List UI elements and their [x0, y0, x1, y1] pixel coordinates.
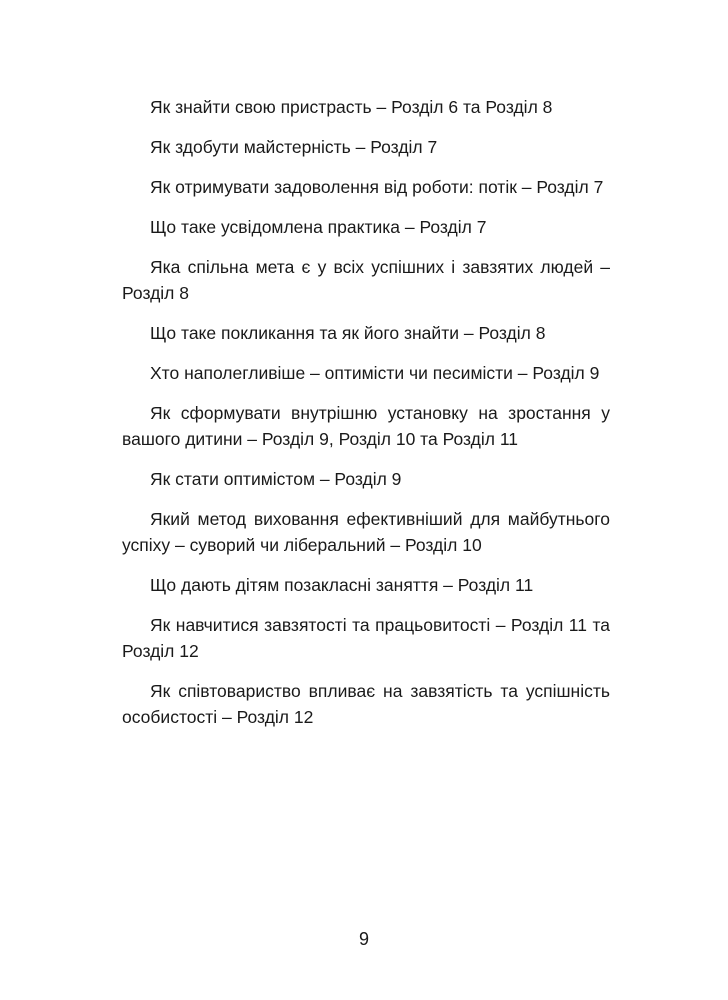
topic-list	[122, 94, 610, 744]
topic-entry: Яка спільна мета є у всіх успішних і завзятих людей – Розділ 8	[122, 257, 610, 303]
topic-entry: Як здобути майстерність – Розділ 7	[150, 137, 438, 157]
topic-entry: Що таке покликання та як його знайти – Розділ 8	[150, 323, 546, 343]
topic-entry: Як знайти свою пристрасть – Розділ 6 та Розділ 8	[150, 97, 553, 117]
topic-entry: Хто наполегливіше – оптимісти чи песимісти – Розділ 9	[150, 363, 600, 383]
page-number: 9	[358, 929, 369, 949]
topic-entry: Який метод виховання ефективніший для майбутнього успіху – суворий чи ліберальний – Розділ 10	[122, 509, 610, 555]
topic-entry: Як навчитися завзятості та працьовитості – Розділ 11 та Розділ 12	[122, 615, 610, 661]
topic-entry: Як сформувати внутрішню установку на зростання у вашого дитини – Розділ 9, Розділ 10 та Розділ 11	[122, 403, 610, 449]
topic-entry: Як стати оптимістом – Розділ 9	[150, 469, 402, 489]
topic-entry: Як співтовариство впливає на завзятість та успішність особистості – Розділ 12	[122, 681, 610, 727]
topic-entry: Що дають дітям позакласні заняття – Розділ 11	[150, 575, 534, 595]
topic-entry: Що таке усвідомлена практика – Розділ 7	[150, 217, 487, 237]
topic-entry: Як отримувати задоволення від роботи: потік – Розділ 7	[150, 177, 604, 197]
